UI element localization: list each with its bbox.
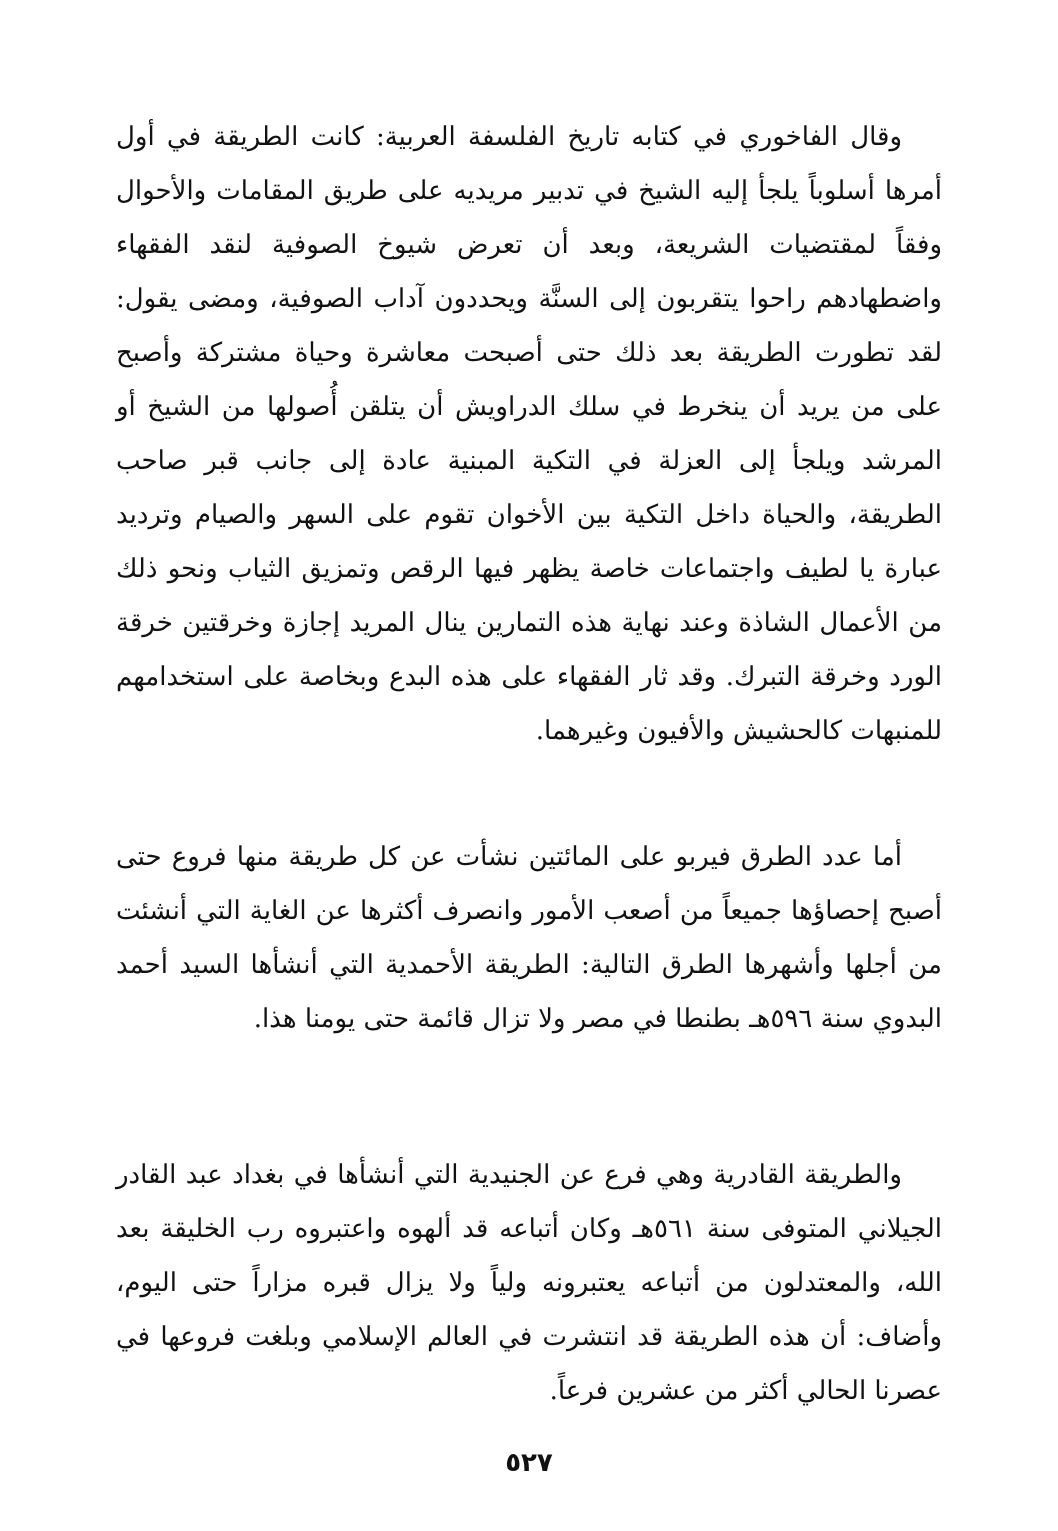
paragraph-1 xyxy=(116,110,942,758)
paragraph-3 xyxy=(116,1148,942,1418)
paragraph-text: والطريقة القادرية وهي فرع عن الجنيدية التي أنشأها في بغداد عبد القادر الجيلاني المتوفى سنة ٥٦١هـ وكان أتباعه قد ألهوه واعتبروه رب الخليقة بعد الله، والمعتدلون من أتباعه يعتبرونه ولياً ولا يزال قبره مزاراً حتى اليوم، وأضاف: أن هذه الطريقة قد انتشرت في العالم الإسلامي وبلغت فروعها في عصرنا الحالي أكثر من عشرين فرعاً. xyxy=(116,1160,942,1406)
page-number: ٥٢٧ xyxy=(505,1448,553,1478)
paragraph-text: وقال الفاخوري في كتابه تاريخ الفلسفة العربية: كانت الطريقة في أول أمرها أسلوباً يلجأ إليه الشيخ في تدبير مريديه على طريق المقامات والأحوال وفقاً لمقتضيات الشريعة، وبعد أن تعرض شيوخ الصوفية لنقد الفقهاء واضطهادهم راحوا يتقربون إلى السنَّة ويحددون آداب الصوفية، ومضى يقول: لقد تطورت الطريقة بعد ذلك حتى أصبحت معاشرة وحياة مشتركة وأصبح على من يريد أن ينخرط في سلك الدراويش أن يتلقن أُصولها من الشيخ أو المرشد ويلجأ إلى العزلة في التكية المبنية عادة إلى جانب قبر صاحب الطريقة، والحياة داخل التكية بين الأخوان تقوم على السهر والصيام وترديد عبارة يا لطيف واجتماعات خاصة يظهر فيها الرقص وتمزيق الثياب ونحو ذلك من الأعمال الشاذة وعند نهاية هذه التمارين ينال المريد إجازة وخرقتين خرقة الورد وخرقة التبرك. وقد ثار الفقهاء على هذه البدع وبخاصة على استخدامهم للمنبهات كالحشيش والأفيون وغيرهما. xyxy=(116,122,942,746)
paragraph-2 xyxy=(116,830,942,1046)
paragraph-text: أما عدد الطرق فيربو على المائتين نشأت عن كل طريقة منها فروع حتى أصبح إحصاؤها جميعاً من أصعب الأمور وانصرف أكثرها عن الغاية التي أنشئت من أجلها وأشهرها الطرق التالية: الطريقة الأحمدية التي أنشأها السيد أحمد البدوي سنة ٥٩٦هـ بطنطا في مصر ولا تزال قائمة حتى يومنا هذا. xyxy=(116,842,942,1034)
